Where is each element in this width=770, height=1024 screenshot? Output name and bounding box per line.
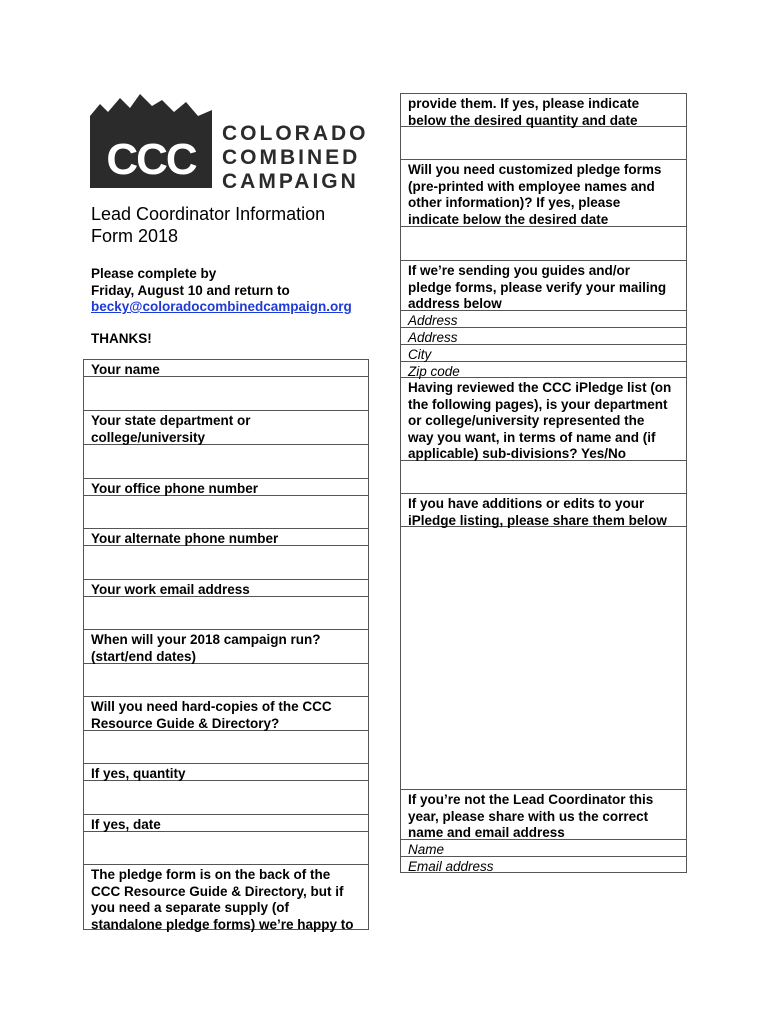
label-quantity: If yes, quantity (84, 764, 368, 781)
ipledge-edits-field[interactable] (401, 527, 686, 790)
address-line-1-field[interactable]: Address (401, 311, 686, 328)
city-field[interactable]: City (401, 345, 686, 362)
page-title (91, 203, 325, 247)
label-provide-supply: provide them. If yes, please indicate below the desired quantity and date (401, 94, 686, 127)
colorado-combined-campaign-logo (90, 92, 370, 192)
department-field[interactable] (84, 445, 368, 479)
label-work-email: Your work email address (84, 580, 368, 597)
label-date: If yes, date (84, 815, 368, 832)
label-campaign-dates: When will your 2018 campaign run? (start/end dates) (84, 630, 368, 664)
quantity-field[interactable] (84, 781, 368, 815)
thanks-text: THANKS! (91, 331, 152, 346)
label-ipledge-edits: If you have additions or edits to your iPledge listing, please share them below (401, 494, 686, 527)
label-not-lead-coordinator: If you’re not the Lead Coordinator this year, please share with us the correct name and email address (401, 790, 686, 840)
title-line: Form 2018 (91, 226, 179, 246)
supply-quantity-date-field[interactable] (401, 127, 686, 160)
zip-code-field[interactable]: Zip code (401, 362, 686, 378)
instructions-line: Friday, August 10 and return to (91, 282, 290, 298)
label-office-phone: Your office phone number (84, 479, 368, 496)
campaign-dates-field[interactable] (84, 664, 368, 697)
label-customized-pledge-forms: Will you need customized pledge forms (pre-printed with employee names and other information)? If yes, please indicate below the desired date (401, 160, 686, 227)
work-email-field[interactable] (84, 597, 368, 630)
customized-forms-date-field[interactable] (401, 227, 686, 261)
ipledge-yes-no-field[interactable] (401, 461, 686, 494)
logo-mark: CCC (106, 135, 196, 184)
label-your-name: Your name (84, 360, 368, 377)
your-name-field[interactable] (84, 377, 368, 411)
label-alternate-phone: Your alternate phone number (84, 529, 368, 546)
return-email-link[interactable]: becky@coloradocombinedcampaign.org (91, 299, 352, 314)
title-line: Lead Coordinator Information (91, 204, 326, 224)
hard-copies-field[interactable] (84, 731, 368, 764)
left-form-table (83, 359, 369, 930)
logo-word-colorado: COLORADO (222, 122, 369, 145)
right-form-table (400, 93, 687, 873)
date-field[interactable] (84, 832, 368, 865)
address-line-2-field[interactable]: Address (401, 328, 686, 345)
coordinator-email-field[interactable]: Email address (408, 859, 494, 874)
label-ipledge-review: Having reviewed the CCC iPledge list (on the following pages), is your department or college/university represented the way you want, in terms of name and (if applicable) sub-divisions? Yes/No (401, 378, 686, 461)
label-pledge-form-note: The pledge form is on the back of the CCC Resource Guide & Directory, but if you need a separate supply (of standalone pledge forms) we’re happy to (91, 867, 354, 932)
alternate-phone-field[interactable] (84, 546, 368, 580)
office-phone-field[interactable] (84, 496, 368, 529)
label-mailing-address: If we’re sending you guides and/or pledge forms, please verify your mailing address below (401, 261, 686, 311)
label-department: Your state department or college/university (84, 411, 368, 445)
logo-word-campaign: CAMPAIGN (222, 170, 359, 192)
instructions (91, 266, 352, 316)
label-hard-copies: Will you need hard-copies of the CCC Resource Guide & Directory? (84, 697, 368, 731)
logo-word-combined: COMBINED (222, 146, 361, 169)
coordinator-name-field[interactable]: Name (401, 840, 686, 857)
instructions-line: Please complete by (91, 266, 217, 281)
